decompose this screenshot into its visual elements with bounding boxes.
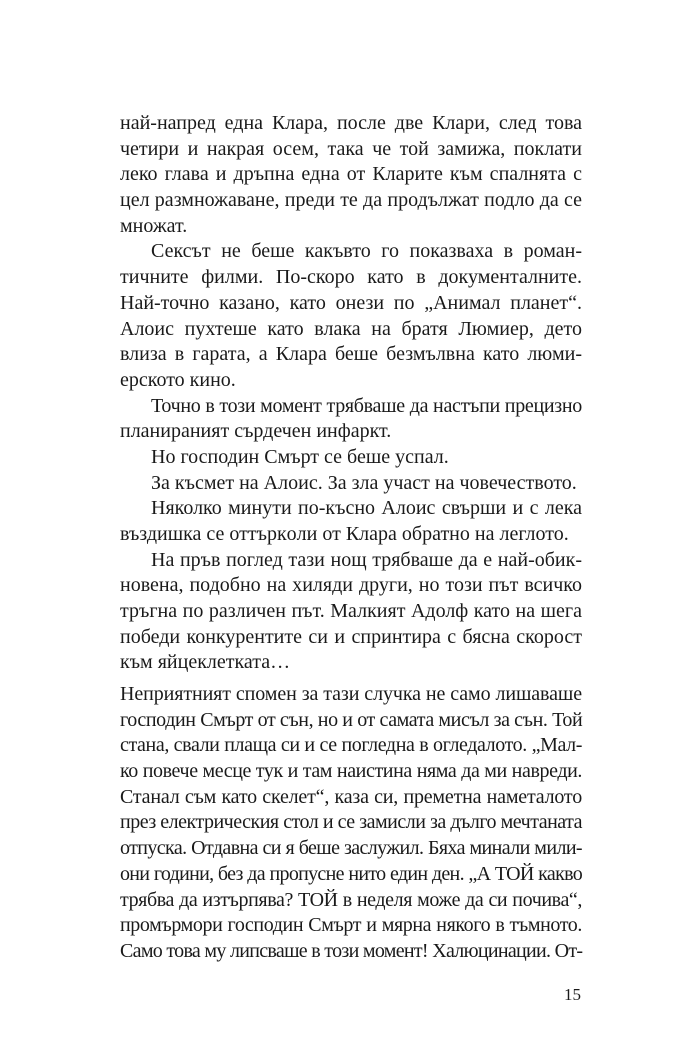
text-line: Сексът не беше какъвто го показваха в роман- xyxy=(151,240,582,263)
text-line: през електрическия стол и се замисли за дълго мечтаната xyxy=(120,811,582,834)
text-line: четири и накрая осем, така че той замижа, поклати xyxy=(120,137,582,160)
text-line: Точно в този момент трябваше да настъпи прецизно xyxy=(151,394,582,417)
text-line: За късмет на Алоис. За зла участ на човечеството. xyxy=(151,471,577,494)
text-line: новена, подобно на хиляди други, но този път всичко xyxy=(120,574,582,597)
text-line: Няколко минути по-късно Алоис свърши и с лека xyxy=(151,497,582,520)
text-line: ерското кино. xyxy=(120,368,236,391)
text-line: въздишка се оттъркoли от Клара обратно на леглото. xyxy=(120,523,569,545)
text-line: цел размножаване, преди те да продължат подло да се xyxy=(120,189,582,212)
text-line: влиза в гарата, а Клара беше безмълвна като люми- xyxy=(120,343,582,366)
text-line: най-напред една Клара, после две Клари, след това xyxy=(120,112,582,134)
page-number: 15 xyxy=(564,985,581,1004)
text-line: леко глава и дръпна една от Кларите към спалнята с xyxy=(120,163,582,186)
text-line: стана, свали плаща си и се погледна в огледалото. „Мал- xyxy=(120,734,582,757)
text-line: към яйцеклетката… xyxy=(120,651,291,674)
text-line: Но господин Смърт се беше успал. xyxy=(151,445,449,468)
text-line: Станал съм като скелет“, каза си, преметна наметалото xyxy=(120,785,582,808)
text-line: планираният сърдечен инфаркт. xyxy=(120,420,392,443)
text-line: тичните филми. По-скоро като в документалните. xyxy=(120,266,582,289)
text-line: На пръв поглед тази нощ трябваше да е най-обик- xyxy=(151,548,582,571)
text-line: трябва да изтърпява? ТОЙ в неделя може да си почива“, xyxy=(120,888,582,911)
text-line: ко повече месце тук и там наистина няма да ми навреди. xyxy=(120,760,582,783)
text-section-1 xyxy=(120,111,582,676)
text-section-2 xyxy=(120,682,582,965)
text-line: победи конкурентите си и спринтира с бясна скорост xyxy=(120,625,582,648)
text-line: отпуска. Отдавна си я беше заслужил. Бяха минали мили- xyxy=(120,837,582,860)
text-line: Алоис пухтеше като влака на братя Люмиер, дето xyxy=(120,317,582,340)
text-line: Най-точно казано, като онези по „Анимал планет“. xyxy=(120,291,582,314)
text-line: промърмори господин Смърт и мярна някого в тъмното. xyxy=(120,914,582,937)
text-line: множат. xyxy=(120,214,188,237)
text-line: господин Смърт от сън, но и от самата мисъл за сън. Той xyxy=(120,708,583,731)
text-line: они години, без да пропусне нито един ден. „А ТОЙ какво xyxy=(120,862,582,885)
text-line: тръгна по различен път. Малкият Адолф като на шега xyxy=(120,600,582,623)
text-line: Неприятният спомен за тази случка не само лишаваше xyxy=(120,683,582,705)
text-line: Само това му липсваше в този момент! Халюцинации. От- xyxy=(120,939,583,962)
